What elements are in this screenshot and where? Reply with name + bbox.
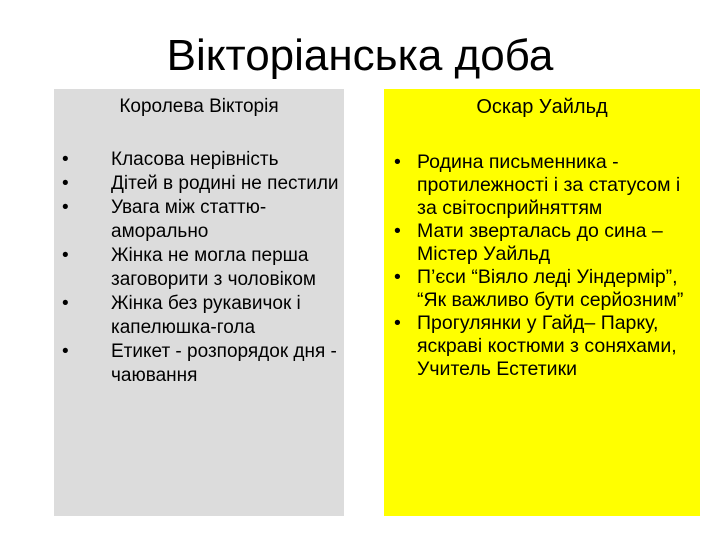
oscar-wilde-panel [384,89,700,516]
oscar-wilde-header: Оскар Уайльд [476,96,608,118]
queen-victoria-list [54,148,344,388]
list-item: • Етикет - розпорядок дня - чаювання [54,340,344,388]
list-item: • Жінка без рукавичок і капелюшка-гола [54,292,344,340]
list-item: • Мати зверталась до сина – Містер Уайльд [384,220,700,266]
list-item: • Жінка не могла перша заговорити з чоловіком [54,244,344,292]
queen-victoria-header: Королева Вікторія [119,96,279,117]
list-item: • Прогулянки у Гайд– Парку, яскраві костюми з соняхами, Учитель Естетики [384,312,700,381]
oscar-wilde-list [384,151,700,381]
queen-victoria-panel [54,89,344,516]
list-item: • П’єси “Віяло леді Уіндермір”, “Як важливо бути серйозним” [384,266,700,312]
slide-title: Вікторіанська доба [166,31,554,80]
list-item: • Класова нерівність [54,148,344,172]
list-item: • Увага між статтю- аморально [54,196,344,244]
list-item: • Дітей в родині не пестили [54,172,344,196]
list-item: • Родина письменника - протилежності і за статусом і за світосприйняттям [384,151,700,220]
